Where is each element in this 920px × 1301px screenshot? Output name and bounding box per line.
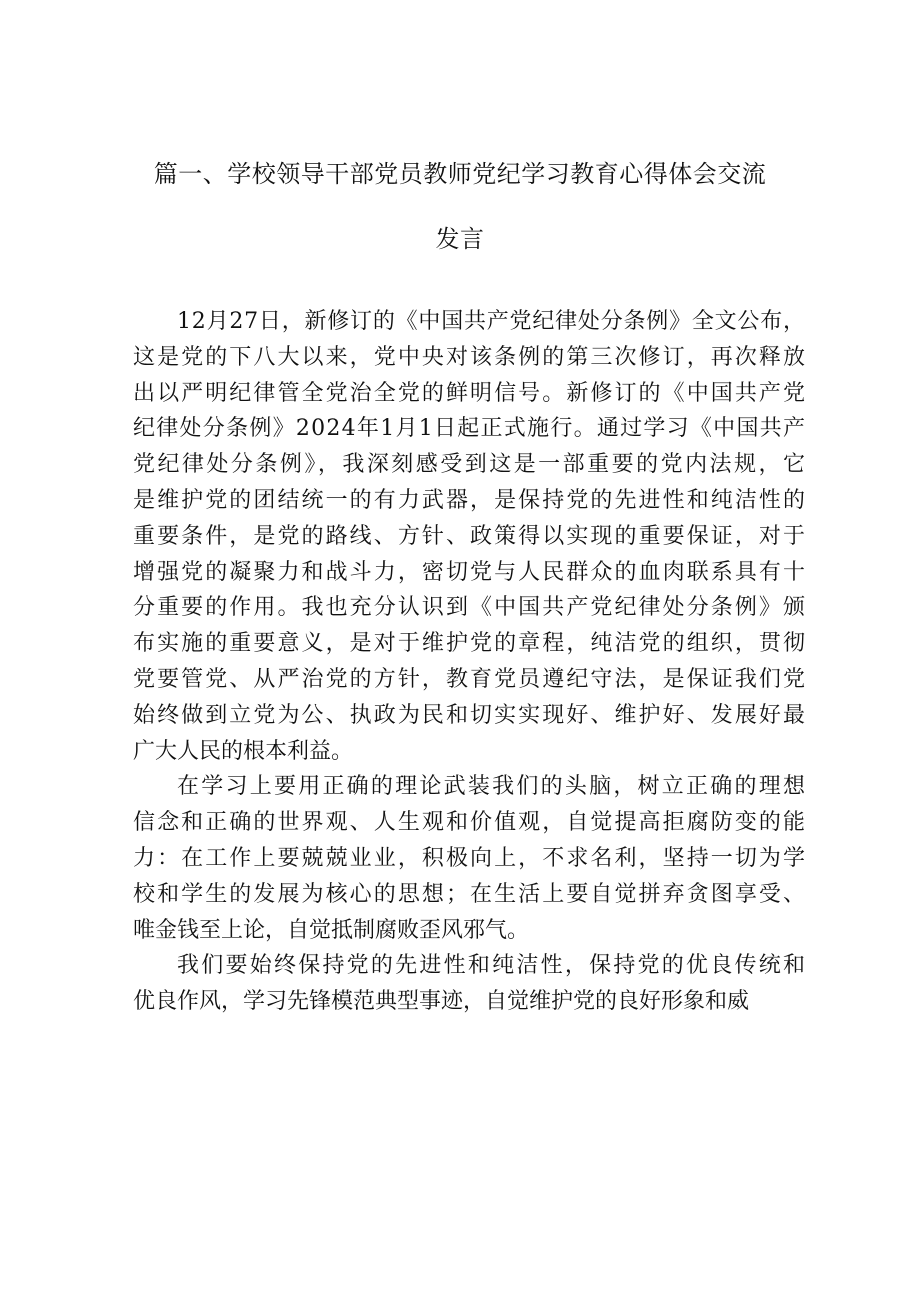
document-title-line-1: 篇一、学校领导干部党员教师党纪学习教育心得体会交流 (153, 160, 767, 188)
body-text-line: 力：在工作上要兢兢业业，积极向上，不求名利，坚持一切为学 (133, 846, 808, 871)
body-text-line: 重要条件，是党的路线、方针、政策得以实现的重要保证，对于 (133, 523, 808, 549)
body-text-line: 我们要始终保持党的先进性和纯洁性，保持党的优良传统和 (177, 953, 808, 979)
body-text-line: 增强党的凝聚力和战斗力，密切党与人民群众的血肉联系具有十 (133, 559, 808, 585)
body-text-line: 12月27日，新修订的《中国共产党纪律处分条例》全文公布， (177, 309, 806, 334)
body-text-line: 校和学生的发展为核心的思想；在生活上要自觉拼弃贪图享受、 (133, 881, 808, 907)
body-text-line: 唯金钱至上论，自觉抵制腐败歪风邪气。 (133, 917, 530, 943)
body-text-line: 党要管党、从严治党的方针，教育党员遵纪守法，是保证我们党 (133, 667, 808, 692)
body-text-line: 广大人民的根本利益。 (133, 738, 354, 764)
body-text-line: 布实施的重要意义，是对于维护党的章程，纯洁党的组织，贯彻 (133, 631, 808, 657)
body-text-line: 始终做到立党为公、执政为民和切实实现好、维护好、发展好最 (133, 702, 808, 728)
body-text-line: 信念和正确的世界观、人生观和价值观，自觉提高拒腐防变的能 (133, 810, 808, 836)
body-text-line: 是维护党的团结统一的有力武器，是保持党的先进性和纯洁性的 (133, 488, 808, 513)
body-text-line: 出以严明纪律管全党治全党的鲜明信号。新修订的《中国共产党 (133, 380, 808, 406)
body-text-line: 优良作风，学习先锋模范典型事迹，自觉维护党的良好形象和威 (133, 989, 750, 1015)
body-text-line: 在学习上要用正确的理论武装我们的头脑，树立正确的理想 (177, 774, 808, 800)
body-text-line: 党纪律处分条例》，我深刻感受到这是一部重要的党内法规，它 (133, 452, 808, 478)
body-text-line: 这是党的下八大以来，党中央对该条例的第三次修订，再次释放 (133, 344, 808, 370)
body-text-line: 纪律处分条例》2024年1月1日起正式施行。通过学习《中国共产 (133, 416, 807, 442)
document-title-line-2: 发言 (435, 225, 485, 253)
body-text-line: 分重要的作用。我也充分认识到《中国共产党纪律处分条例》颁 (133, 595, 808, 621)
